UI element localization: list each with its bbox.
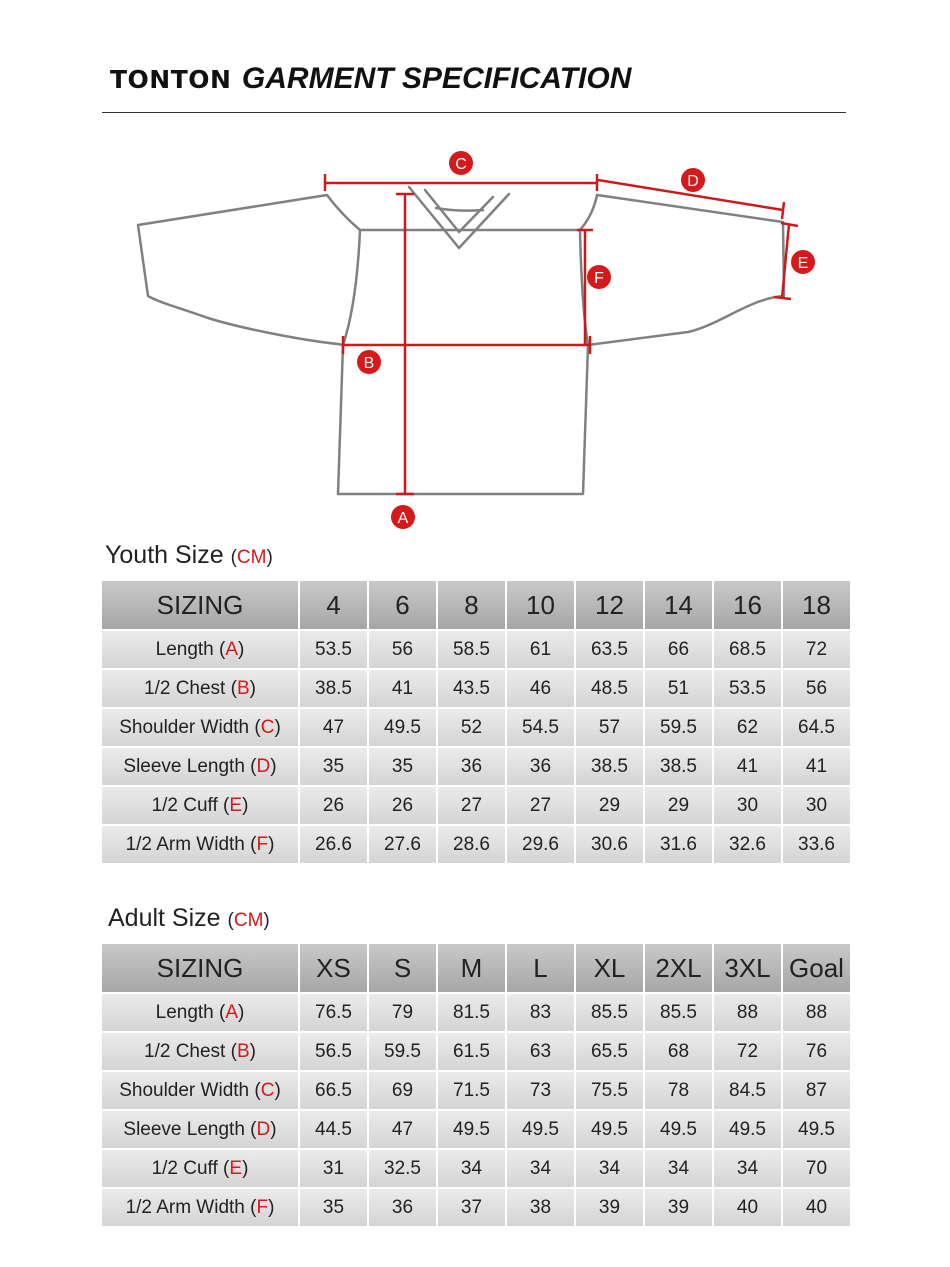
- table-cell: 38.5: [645, 748, 712, 785]
- table-cell: 30: [714, 787, 781, 824]
- measurement-label-cell: 1/2 Chest (B): [102, 670, 298, 707]
- table-cell: 54.5: [507, 709, 574, 746]
- table-cell: 34: [438, 1150, 505, 1187]
- measurement-key: A: [225, 1001, 239, 1023]
- table-cell: 49.5: [369, 709, 436, 746]
- measurement-name: Shoulder Width: [119, 1079, 250, 1101]
- table-cell: 79: [369, 994, 436, 1031]
- measurement-label-cell: 1/2 Cuff (E): [102, 1150, 298, 1187]
- size-header-cell: M: [438, 944, 505, 992]
- table-cell: 81.5: [438, 994, 505, 1031]
- size-header-cell: 16: [714, 581, 781, 629]
- table-row: [102, 994, 850, 1031]
- size-header-cell: L: [507, 944, 574, 992]
- table-cell: 35: [300, 1189, 367, 1226]
- table-cell: 87: [783, 1072, 850, 1109]
- measurement-key: D: [256, 755, 271, 777]
- table-cell: 83: [507, 994, 574, 1031]
- table-cell: 36: [369, 1189, 436, 1226]
- table-cell: 44.5: [300, 1111, 367, 1148]
- table-cell: 37: [438, 1189, 505, 1226]
- measurement-label-cell: 1/2 Cuff (E): [102, 787, 298, 824]
- measurement-name: 1/2 Chest: [144, 1040, 226, 1062]
- svg-text:B: B: [363, 355, 375, 372]
- table-cell: 61.5: [438, 1033, 505, 1070]
- table-cell: 38.5: [300, 670, 367, 707]
- table-cell: 52: [438, 709, 505, 746]
- table-cell: 26.6: [300, 826, 367, 863]
- svg-text:E: E: [797, 255, 809, 272]
- table-cell: 49.5: [783, 1111, 850, 1148]
- measurement-name: 1/2 Arm Width: [125, 833, 245, 855]
- table-cell: 78: [645, 1072, 712, 1109]
- table-cell: 46: [507, 670, 574, 707]
- table-cell: 30: [783, 787, 850, 824]
- svg-text:C: C: [455, 156, 467, 173]
- marker-f: [587, 265, 611, 289]
- jersey-diagram: [0, 140, 950, 540]
- measurement-label-cell: Sleeve Length (D): [102, 1111, 298, 1148]
- table-cell: 66.5: [300, 1072, 367, 1109]
- brand-name: TONTON: [110, 65, 232, 94]
- measurement-name: 1/2 Cuff: [151, 1157, 218, 1179]
- table-cell: 40: [783, 1189, 850, 1226]
- youth-size-table: [100, 579, 852, 865]
- table-cell: 27.6: [369, 826, 436, 863]
- page-header: [110, 62, 631, 96]
- table-cell: 34: [507, 1150, 574, 1187]
- table-cell: 31: [300, 1150, 367, 1187]
- marker-a: [391, 505, 415, 529]
- jersey-outline: [138, 187, 784, 494]
- measurement-label-cell: 1/2 Arm Width (F): [102, 826, 298, 863]
- table-cell: 36: [507, 748, 574, 785]
- table-cell: 85.5: [645, 994, 712, 1031]
- measurement-key: C: [260, 1079, 275, 1101]
- table-cell: 41: [714, 748, 781, 785]
- table-cell: 30.6: [576, 826, 643, 863]
- table-cell: 88: [714, 994, 781, 1031]
- measurement-name: Length: [155, 638, 214, 660]
- table-cell: 33.6: [783, 826, 850, 863]
- measurement-label-cell: Length (A): [102, 994, 298, 1031]
- table-cell: 56.5: [300, 1033, 367, 1070]
- size-header-cell: 18: [783, 581, 850, 629]
- table-cell: 72: [783, 631, 850, 668]
- table-cell: 29: [576, 787, 643, 824]
- size-header-cell: 6: [369, 581, 436, 629]
- table-cell: 39: [576, 1189, 643, 1226]
- table-cell: 75.5: [576, 1072, 643, 1109]
- table-cell: 40: [714, 1189, 781, 1226]
- table-cell: 53.5: [300, 631, 367, 668]
- page-title: GARMENT SPECIFICATION: [241, 62, 632, 95]
- measurement-label-cell: 1/2 Arm Width (F): [102, 1189, 298, 1226]
- table-row: [102, 1033, 850, 1070]
- table-cell: 49.5: [438, 1111, 505, 1148]
- table-cell: 41: [783, 748, 850, 785]
- table-cell: 26: [300, 787, 367, 824]
- size-header-cell: XS: [300, 944, 367, 992]
- table-cell: 27: [438, 787, 505, 824]
- table-cell: 27: [507, 787, 574, 824]
- table-cell: 68: [645, 1033, 712, 1070]
- measurement-key: B: [236, 1040, 250, 1062]
- measurement-key: F: [256, 1196, 269, 1218]
- table-row: [102, 1072, 850, 1109]
- measurement-name: Shoulder Width: [119, 716, 250, 738]
- marker-b: [357, 350, 381, 374]
- measurement-label-cell: Sleeve Length (D): [102, 748, 298, 785]
- table-row: [102, 787, 850, 824]
- measurement-name: 1/2 Cuff: [151, 794, 218, 816]
- table-cell: 71.5: [438, 1072, 505, 1109]
- svg-text:A: A: [397, 510, 409, 527]
- table-cell: 73: [507, 1072, 574, 1109]
- table-cell: 72: [714, 1033, 781, 1070]
- table-cell: 29: [645, 787, 712, 824]
- measurement-key: E: [229, 1157, 243, 1179]
- marker-c: [449, 151, 473, 175]
- marker-e: [791, 250, 815, 274]
- table-cell: 49.5: [714, 1111, 781, 1148]
- measurement-key: A: [225, 638, 239, 660]
- measurement-name: Sleeve Length: [123, 755, 245, 777]
- table-cell: 53.5: [714, 670, 781, 707]
- svg-text:D: D: [687, 173, 699, 190]
- table-cell: 57: [576, 709, 643, 746]
- table-header-row: [102, 944, 850, 992]
- measurement-key: B: [236, 677, 250, 699]
- table-cell: 49.5: [507, 1111, 574, 1148]
- svg-text:F: F: [594, 270, 604, 287]
- measurement-label-cell: 1/2 Chest (B): [102, 1033, 298, 1070]
- table-cell: 85.5: [576, 994, 643, 1031]
- header-divider: [102, 112, 846, 113]
- measurement-label-cell: Length (A): [102, 631, 298, 668]
- table-cell: 34: [645, 1150, 712, 1187]
- table-cell: 48.5: [576, 670, 643, 707]
- table-cell: 69: [369, 1072, 436, 1109]
- table-row: [102, 631, 850, 668]
- adult-section-title: Adult Size (CM): [108, 904, 270, 932]
- table-cell: 35: [300, 748, 367, 785]
- measurement-key: C: [260, 716, 275, 738]
- size-header-cell: Goal: [783, 944, 850, 992]
- measurement-name: 1/2 Arm Width: [125, 1196, 245, 1218]
- size-header-cell: 4: [300, 581, 367, 629]
- size-header-cell: 3XL: [714, 944, 781, 992]
- table-cell: 38.5: [576, 748, 643, 785]
- table-row: [102, 709, 850, 746]
- table-cell: 28.6: [438, 826, 505, 863]
- marker-d: [681, 168, 705, 192]
- table-cell: 49.5: [645, 1111, 712, 1148]
- table-cell: 84.5: [714, 1072, 781, 1109]
- table-row: [102, 1111, 850, 1148]
- table-header-row: [102, 581, 850, 629]
- table-cell: 35: [369, 748, 436, 785]
- table-row: [102, 1189, 850, 1226]
- table-cell: 68.5: [714, 631, 781, 668]
- table-cell: 47: [369, 1111, 436, 1148]
- table-cell: 29.6: [507, 826, 574, 863]
- table-row: [102, 1150, 850, 1187]
- table-cell: 76: [783, 1033, 850, 1070]
- table-cell: 64.5: [783, 709, 850, 746]
- measurement-label-cell: Shoulder Width (C): [102, 1072, 298, 1109]
- table-cell: 26: [369, 787, 436, 824]
- measurement-name: Sleeve Length: [123, 1118, 245, 1140]
- measurement-key: D: [256, 1118, 271, 1140]
- table-row: [102, 826, 850, 863]
- table-cell: 49.5: [576, 1111, 643, 1148]
- size-header-cell: 10: [507, 581, 574, 629]
- measurement-key: E: [229, 794, 243, 816]
- measurement-name: 1/2 Chest: [144, 677, 226, 699]
- table-cell: 39: [645, 1189, 712, 1226]
- table-row: [102, 748, 850, 785]
- table-cell: 51: [645, 670, 712, 707]
- table-cell: 34: [714, 1150, 781, 1187]
- table-cell: 59.5: [645, 709, 712, 746]
- size-header-cell: 2XL: [645, 944, 712, 992]
- table-cell: 88: [783, 994, 850, 1031]
- table-cell: 66: [645, 631, 712, 668]
- sizing-header-cell: SIZING: [102, 581, 298, 629]
- measurement-key: F: [256, 833, 269, 855]
- size-header-cell: XL: [576, 944, 643, 992]
- youth-section-title: Youth Size (CM): [105, 541, 273, 569]
- table-cell: 32.6: [714, 826, 781, 863]
- table-cell: 38: [507, 1189, 574, 1226]
- table-cell: 56: [783, 670, 850, 707]
- adult-size-table: [100, 942, 852, 1228]
- sizing-header-cell: SIZING: [102, 944, 298, 992]
- table-cell: 47: [300, 709, 367, 746]
- table-row: [102, 670, 850, 707]
- table-cell: 63: [507, 1033, 574, 1070]
- table-cell: 31.6: [645, 826, 712, 863]
- table-cell: 70: [783, 1150, 850, 1187]
- table-cell: 61: [507, 631, 574, 668]
- size-header-cell: 8: [438, 581, 505, 629]
- table-cell: 59.5: [369, 1033, 436, 1070]
- table-cell: 65.5: [576, 1033, 643, 1070]
- measurement-label-cell: Shoulder Width (C): [102, 709, 298, 746]
- size-header-cell: 14: [645, 581, 712, 629]
- table-cell: 34: [576, 1150, 643, 1187]
- table-cell: 32.5: [369, 1150, 436, 1187]
- table-cell: 62: [714, 709, 781, 746]
- size-header-cell: S: [369, 944, 436, 992]
- table-cell: 63.5: [576, 631, 643, 668]
- measure-lines: [325, 174, 798, 494]
- table-cell: 76.5: [300, 994, 367, 1031]
- table-cell: 36: [438, 748, 505, 785]
- table-cell: 56: [369, 631, 436, 668]
- table-cell: 43.5: [438, 670, 505, 707]
- table-cell: 41: [369, 670, 436, 707]
- measurement-name: Length: [155, 1001, 214, 1023]
- size-header-cell: 12: [576, 581, 643, 629]
- table-cell: 58.5: [438, 631, 505, 668]
